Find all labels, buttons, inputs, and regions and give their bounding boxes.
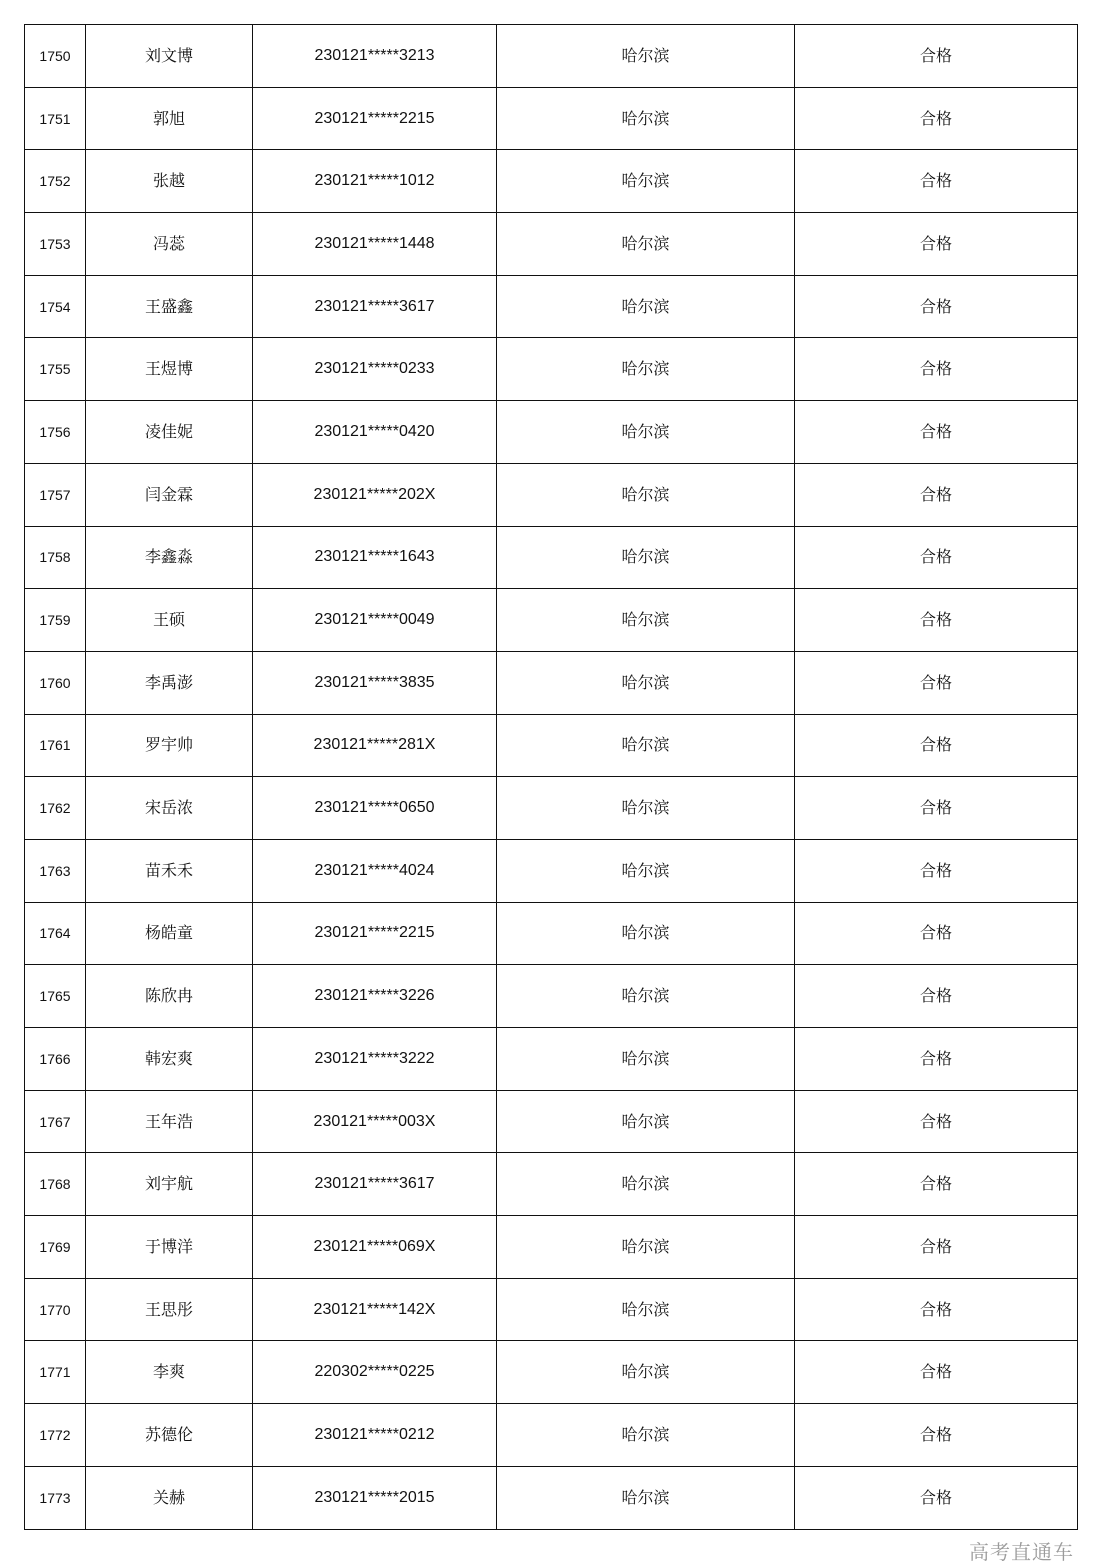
row-number-cell: 1767: [25, 1090, 86, 1153]
table-row: [25, 1466, 1078, 1529]
row-number-cell: 1753: [25, 213, 86, 276]
city-cell: 哈尔滨: [497, 1341, 795, 1404]
id-number-cell: 220302*****0225: [253, 1341, 497, 1404]
name-cell: 凌佳妮: [86, 401, 253, 464]
result-cell: 合格: [795, 1090, 1078, 1153]
result-cell: 合格: [795, 275, 1078, 338]
city-cell: 哈尔滨: [497, 401, 795, 464]
result-cell: 合格: [795, 1341, 1078, 1404]
row-number-cell: 1760: [25, 651, 86, 714]
id-number-cell: 230121*****3835: [253, 651, 497, 714]
id-number-cell: 230121*****2015: [253, 1466, 497, 1529]
city-cell: 哈尔滨: [497, 150, 795, 213]
city-cell: 哈尔滨: [497, 87, 795, 150]
table-row: [25, 401, 1078, 464]
result-cell: 合格: [795, 526, 1078, 589]
id-number-cell: 230121*****0049: [253, 589, 497, 652]
city-cell: 哈尔滨: [497, 1466, 795, 1529]
table-row: [25, 651, 1078, 714]
row-number-cell: 1763: [25, 839, 86, 902]
id-number-cell: 230121*****1448: [253, 213, 497, 276]
row-number-cell: 1758: [25, 526, 86, 589]
name-cell: 冯蕊: [86, 213, 253, 276]
table-row: [25, 1404, 1078, 1467]
row-number-cell: 1770: [25, 1278, 86, 1341]
id-number-cell: 230121*****202X: [253, 463, 497, 526]
table-row: [25, 1341, 1078, 1404]
result-cell: 合格: [795, 1153, 1078, 1216]
table-row: [25, 150, 1078, 213]
id-number-cell: 230121*****142X: [253, 1278, 497, 1341]
row-number-cell: 1757: [25, 463, 86, 526]
id-number-cell: 230121*****3222: [253, 1028, 497, 1091]
name-cell: 苗禾禾: [86, 839, 253, 902]
name-cell: 李鑫淼: [86, 526, 253, 589]
result-cell: 合格: [795, 463, 1078, 526]
id-number-cell: 230121*****0650: [253, 777, 497, 840]
name-cell: 王思彤: [86, 1278, 253, 1341]
table-row: [25, 714, 1078, 777]
id-number-cell: 230121*****0233: [253, 338, 497, 401]
city-cell: 哈尔滨: [497, 589, 795, 652]
city-cell: 哈尔滨: [497, 25, 795, 88]
table-row: [25, 965, 1078, 1028]
table-row: [25, 463, 1078, 526]
results-table-container: [24, 24, 1077, 1530]
city-cell: 哈尔滨: [497, 275, 795, 338]
name-cell: 闫金霖: [86, 463, 253, 526]
name-cell: 刘宇航: [86, 1153, 253, 1216]
row-number-cell: 1773: [25, 1466, 86, 1529]
row-number-cell: 1750: [25, 25, 86, 88]
row-number-cell: 1756: [25, 401, 86, 464]
id-number-cell: 230121*****0212: [253, 1404, 497, 1467]
city-cell: 哈尔滨: [497, 463, 795, 526]
result-cell: 合格: [795, 87, 1078, 150]
result-cell: 合格: [795, 1404, 1078, 1467]
city-cell: 哈尔滨: [497, 338, 795, 401]
row-number-cell: 1765: [25, 965, 86, 1028]
city-cell: 哈尔滨: [497, 777, 795, 840]
result-cell: 合格: [795, 401, 1078, 464]
result-cell: 合格: [795, 902, 1078, 965]
row-number-cell: 1762: [25, 777, 86, 840]
result-cell: 合格: [795, 965, 1078, 1028]
row-number-cell: 1751: [25, 87, 86, 150]
name-cell: 杨皓童: [86, 902, 253, 965]
row-number-cell: 1755: [25, 338, 86, 401]
result-cell: 合格: [795, 25, 1078, 88]
row-number-cell: 1771: [25, 1341, 86, 1404]
result-cell: 合格: [795, 714, 1078, 777]
name-cell: 陈欣冉: [86, 965, 253, 1028]
name-cell: 关赫: [86, 1466, 253, 1529]
row-number-cell: 1764: [25, 902, 86, 965]
id-number-cell: 230121*****069X: [253, 1216, 497, 1279]
table-row: [25, 1028, 1078, 1091]
id-number-cell: 230121*****3213: [253, 25, 497, 88]
table-row: [25, 902, 1078, 965]
table-row: [25, 1090, 1078, 1153]
city-cell: 哈尔滨: [497, 1216, 795, 1279]
table-row: [25, 275, 1078, 338]
name-cell: 苏德伦: [86, 1404, 253, 1467]
table-row: [25, 338, 1078, 401]
row-number-cell: 1752: [25, 150, 86, 213]
name-cell: 王煜博: [86, 338, 253, 401]
table-row: [25, 1278, 1078, 1341]
city-cell: 哈尔滨: [497, 213, 795, 276]
result-cell: 合格: [795, 338, 1078, 401]
name-cell: 李爽: [86, 1341, 253, 1404]
id-number-cell: 230121*****1012: [253, 150, 497, 213]
row-number-cell: 1754: [25, 275, 86, 338]
row-number-cell: 1772: [25, 1404, 86, 1467]
id-number-cell: 230121*****3617: [253, 275, 497, 338]
city-cell: 哈尔滨: [497, 1028, 795, 1091]
result-cell: 合格: [795, 1466, 1078, 1529]
table-row: [25, 526, 1078, 589]
result-cell: 合格: [795, 1216, 1078, 1279]
table-row: [25, 589, 1078, 652]
id-number-cell: 230121*****3617: [253, 1153, 497, 1216]
id-number-cell: 230121*****3226: [253, 965, 497, 1028]
result-cell: 合格: [795, 651, 1078, 714]
table-row: [25, 87, 1078, 150]
result-cell: 合格: [795, 213, 1078, 276]
id-number-cell: 230121*****003X: [253, 1090, 497, 1153]
row-number-cell: 1759: [25, 589, 86, 652]
result-cell: 合格: [795, 1278, 1078, 1341]
id-number-cell: 230121*****281X: [253, 714, 497, 777]
city-cell: 哈尔滨: [497, 526, 795, 589]
city-cell: 哈尔滨: [497, 965, 795, 1028]
results-table: [24, 24, 1078, 1530]
city-cell: 哈尔滨: [497, 1090, 795, 1153]
table-row: [25, 213, 1078, 276]
city-cell: 哈尔滨: [497, 1153, 795, 1216]
name-cell: 韩宏爽: [86, 1028, 253, 1091]
name-cell: 王盛鑫: [86, 275, 253, 338]
city-cell: 哈尔滨: [497, 839, 795, 902]
name-cell: 于博洋: [86, 1216, 253, 1279]
id-number-cell: 230121*****2215: [253, 902, 497, 965]
city-cell: 哈尔滨: [497, 902, 795, 965]
name-cell: 王硕: [86, 589, 253, 652]
name-cell: 郭旭: [86, 87, 253, 150]
result-cell: 合格: [795, 150, 1078, 213]
city-cell: 哈尔滨: [497, 651, 795, 714]
name-cell: 李禹澎: [86, 651, 253, 714]
name-cell: 罗宇帅: [86, 714, 253, 777]
city-cell: 哈尔滨: [497, 1404, 795, 1467]
id-number-cell: 230121*****1643: [253, 526, 497, 589]
row-number-cell: 1761: [25, 714, 86, 777]
id-number-cell: 230121*****0420: [253, 401, 497, 464]
result-cell: 合格: [795, 839, 1078, 902]
watermark-text: 高考直通车: [969, 1540, 1074, 1564]
name-cell: 刘文博: [86, 25, 253, 88]
table-row: [25, 839, 1078, 902]
id-number-cell: 230121*****4024: [253, 839, 497, 902]
results-table-body: [25, 25, 1078, 1530]
city-cell: 哈尔滨: [497, 1278, 795, 1341]
table-row: [25, 777, 1078, 840]
table-row: [25, 1153, 1078, 1216]
name-cell: 张越: [86, 150, 253, 213]
row-number-cell: 1766: [25, 1028, 86, 1091]
result-cell: 合格: [795, 589, 1078, 652]
city-cell: 哈尔滨: [497, 714, 795, 777]
result-cell: 合格: [795, 1028, 1078, 1091]
result-cell: 合格: [795, 777, 1078, 840]
name-cell: 王年浩: [86, 1090, 253, 1153]
table-row: [25, 1216, 1078, 1279]
row-number-cell: 1769: [25, 1216, 86, 1279]
table-row: [25, 25, 1078, 88]
name-cell: 宋岳浓: [86, 777, 253, 840]
id-number-cell: 230121*****2215: [253, 87, 497, 150]
row-number-cell: 1768: [25, 1153, 86, 1216]
